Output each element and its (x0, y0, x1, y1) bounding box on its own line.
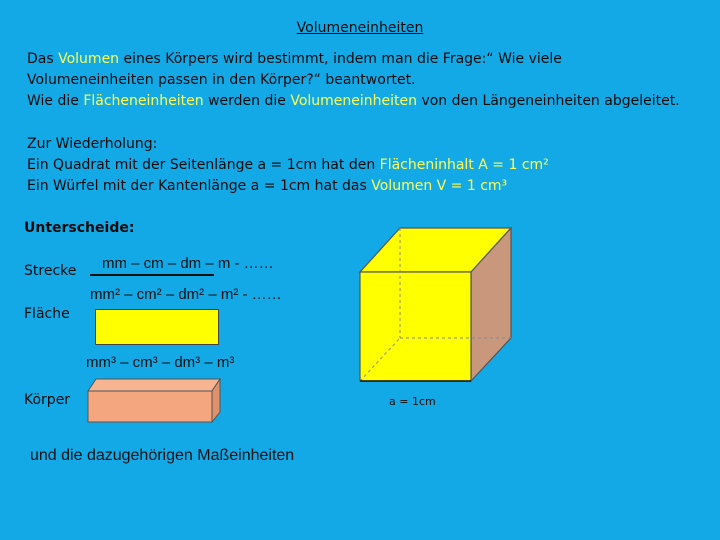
volume-units: mm³ – cm³ – dm³ – m³ (86, 354, 235, 371)
intro-text: Das (27, 51, 59, 67)
intro-text: Wie die (27, 93, 84, 109)
review-section (27, 134, 549, 197)
intro-highlight: Volumeneinheiten (290, 93, 417, 109)
area-label: Fläche (24, 306, 70, 322)
cube-diagram (356, 224, 516, 386)
page-title: Volumeneinheiten (296, 20, 424, 36)
cube-front-face (360, 272, 471, 381)
cuboid-top-face (88, 379, 220, 391)
intro-highlight: Flächeneinheiten (83, 93, 204, 109)
units-footer: und die dazugehörigen Maßeinheiten (30, 447, 295, 464)
line-label: Strecke (24, 263, 77, 279)
volume-label: Körper (24, 392, 71, 408)
intro-line-1 (27, 49, 680, 70)
intro-line-3 (27, 91, 680, 112)
length-units: mm – cm – dm – m - …… (102, 255, 274, 272)
intro-highlight: Volumen (58, 51, 120, 67)
intro-line-2: Volumeneinheiten passen in den Körper?“ beantwortet. (27, 72, 416, 88)
cuboid-shape (84, 376, 224, 426)
area-rectangle (95, 309, 219, 345)
review-text: Ein Würfel mit der Kantenlänge a = 1cm hat das (27, 178, 372, 194)
intro-text: von den Längeneinheiten abgeleitet. (417, 93, 680, 109)
cuboid-front-face (88, 391, 212, 422)
line-segment (90, 274, 214, 276)
area-units: mm² – cm² – dm² – m² - …… (90, 286, 282, 303)
review-highlight: Flächeninhalt A = 1 cm² (379, 157, 549, 173)
review-highlight: Volumen V = 1 cm³ (371, 178, 508, 194)
intro-text: eines Körpers wird bestimmt, indem man die Frage:“ Wie viele (119, 51, 562, 67)
review-heading: Zur Wiederholung: (27, 136, 158, 152)
review-text: Ein Quadrat mit der Seitenlänge a = 1cm hat den (27, 157, 380, 173)
edge-length-label: a = 1cm (389, 395, 436, 408)
intro-paragraph (27, 49, 680, 112)
review-square-line (27, 155, 549, 176)
review-cube-line (27, 176, 549, 197)
distinguish-heading: Unterscheide: (24, 220, 135, 236)
intro-text: werden die (203, 93, 291, 109)
